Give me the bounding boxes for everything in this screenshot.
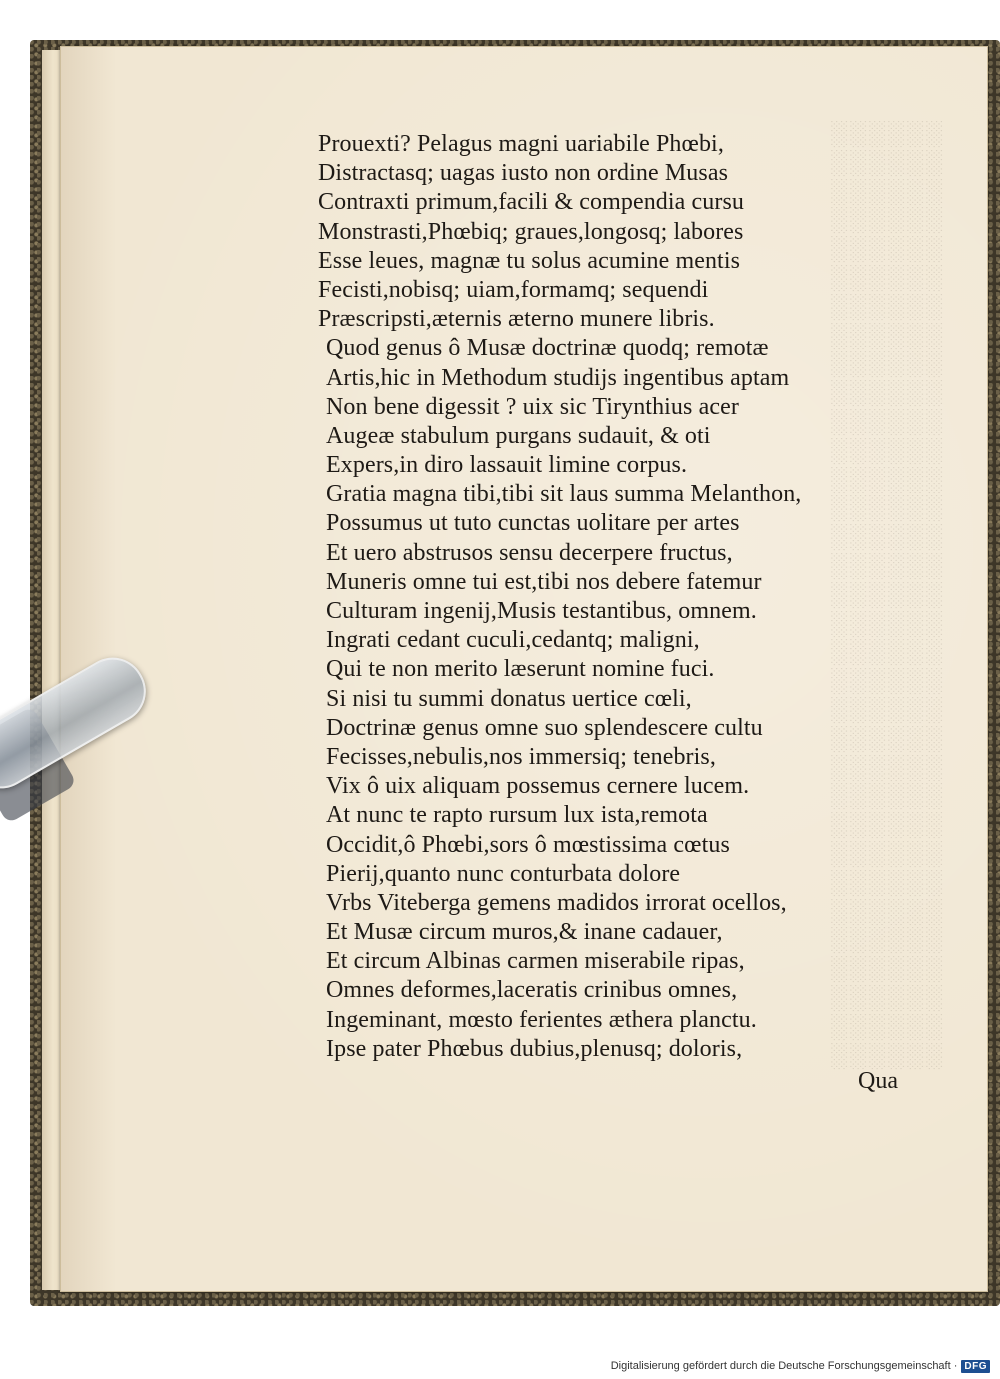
verse-line: Esse leues, magnæ tu solus acumine mentis <box>318 247 741 274</box>
bleed-line: ░░░░░░ <box>830 264 945 291</box>
bleed-line: ░░░░░░ <box>830 351 945 378</box>
verse-line: Præscripsti,æternis æterno munere libris. <box>318 306 715 333</box>
verse-line: Augeæ stabulum purgans sudauit, & oti <box>326 422 711 449</box>
verse-line: Et uero abstrusos sensu decerpere fructus, <box>326 539 733 566</box>
bleed-line: ░░░░░░ <box>830 610 945 637</box>
verse-line: Ingeminant, mœsto ferientes æthera planctu. <box>326 1006 757 1033</box>
footer-credit-text: Digitalisierung gefördert durch die Deutsche Forschungsgemeinschaft · <box>610 1360 958 1372</box>
bleed-line: ░░░░░░ <box>830 380 945 407</box>
verse-line: Artis,hic in Methodum studijs ingentibus aptam <box>326 364 790 391</box>
bleed-line: ░░░░░░ <box>830 466 945 493</box>
dfg-logo-icon: DFG <box>961 1360 990 1373</box>
bleed-line: ░░░░░░ <box>830 552 945 579</box>
verse-line: Doctrinæ genus omne suo splendescere cultu <box>326 714 763 741</box>
verse-line: Pierij,quanto nunc conturbata dolore <box>326 860 681 887</box>
bleed-line: ░░░░░░ <box>830 812 945 839</box>
verse-line: Fecisses,nebulis,nos immersiq; tenebris, <box>326 743 716 770</box>
bleed-line: ░░░░░░ <box>830 783 945 810</box>
bleed-line: ░░░░░░ <box>830 754 945 781</box>
bleed-line: ░░░░░░ <box>830 696 945 723</box>
bleed-line: ░░░░░░ <box>830 121 945 147</box>
verse-line: Muneris omne tui est,tibi nos debere fatemur <box>326 568 762 595</box>
bleed-line: ░░░░░░ <box>830 236 945 263</box>
verse-line: Ipse pater Phœbus dubius,plenusq; doloris, <box>326 1035 743 1062</box>
bleed-line: ░░░░░░ <box>830 984 945 1011</box>
verse-line: Quod genus ô Musæ doctrinæ quodq; remotæ <box>326 335 769 362</box>
bleed-line: ░░░░░░ <box>830 956 945 983</box>
verse-line: Monstrasti,Phœbiq; graues,longosq; labores <box>318 218 744 245</box>
bleed-line: ░░░░░░ <box>830 869 945 896</box>
bleed-line: ░░░░░░ <box>830 840 945 867</box>
verse-line: Et Musæ circum muros,& inane cadauer, <box>326 919 723 946</box>
verse-line: Vrbs Viteberga gemens madidos irrorat ocellos, <box>326 889 787 916</box>
bleed-line: ░░░░░░ <box>830 408 945 435</box>
verse-line: Fecisti,nobisq; uiam,formamq; sequendi <box>318 276 709 303</box>
bleed-line: ░░░░░░ <box>830 1042 945 1069</box>
verse-line: Prouexti? Pelagus magni uariabile Phœbi, <box>318 131 724 157</box>
verse-line: Non bene digessit ? uix sic Tirynthius acer <box>326 393 739 420</box>
verse-line: Omnes deformes,laceratis crinibus omnes, <box>326 977 738 1004</box>
footer-credit <box>611 1357 990 1375</box>
verse-line: Vix ô uix aliquam possemus cernere lucem. <box>326 773 750 800</box>
verse-line: Distractasq; uagas iusto non ordine Musas <box>318 160 729 187</box>
verse-line: Expers,in diro lassauit limine corpus. <box>326 452 688 479</box>
verse-line: Contraxti primum,facili & compendia cursu <box>318 189 744 216</box>
bleed-line: ░░░░░░ <box>830 495 945 522</box>
verse-line: Qui te non merito læserunt nomine fuci. <box>326 656 715 683</box>
verse-line: At nunc te rapto rursum lux ista,remota <box>326 802 708 829</box>
bleed-line: ░░░░░░ <box>830 898 945 925</box>
bleed-line: ░░░░░░ <box>830 149 945 176</box>
verse-text-block <box>318 130 918 1064</box>
bleed-line: ░░░░░░ <box>830 293 945 320</box>
bleed-line: ░░░░░░ <box>830 437 945 464</box>
verse-line: Ingrati cedant cuculi,cedantq; maligni, <box>326 627 700 654</box>
bleed-line: ░░░░░░ <box>830 524 945 551</box>
catchword: Qua <box>858 1068 898 1094</box>
bleed-line: ░░░░░░ <box>830 581 945 608</box>
bleed-line: ░░░░░░ <box>830 322 945 349</box>
verse-line: Culturam ingenij,Musis testantibus, omnem. <box>326 598 757 624</box>
verse-line: Occidit,ô Phœbi,sors ô mœstissima cœtus <box>326 831 730 858</box>
bleed-line: ░░░░░░ <box>830 927 945 954</box>
bleed-line: ░░░░░░ <box>830 178 945 205</box>
bleed-line: ░░░░░░ <box>830 668 945 695</box>
verse-line: Si nisi tu summi donatus uertice cœli, <box>326 685 692 712</box>
bleed-line: ░░░░░░ <box>830 1013 945 1040</box>
bleed-line: ░░░░░░ <box>830 207 945 234</box>
verse-line: Possumus ut tuto cunctas uolitare per artes <box>326 510 740 537</box>
bleed-line: ░░░░░░ <box>830 725 945 752</box>
verse-line: Gratia magna tibi,tibi sit laus summa Melanthon, <box>326 481 802 508</box>
bleed-line: ░░░░░░ <box>830 639 945 666</box>
verse-line: Et circum Albinas carmen miserabile ripas, <box>326 948 745 975</box>
